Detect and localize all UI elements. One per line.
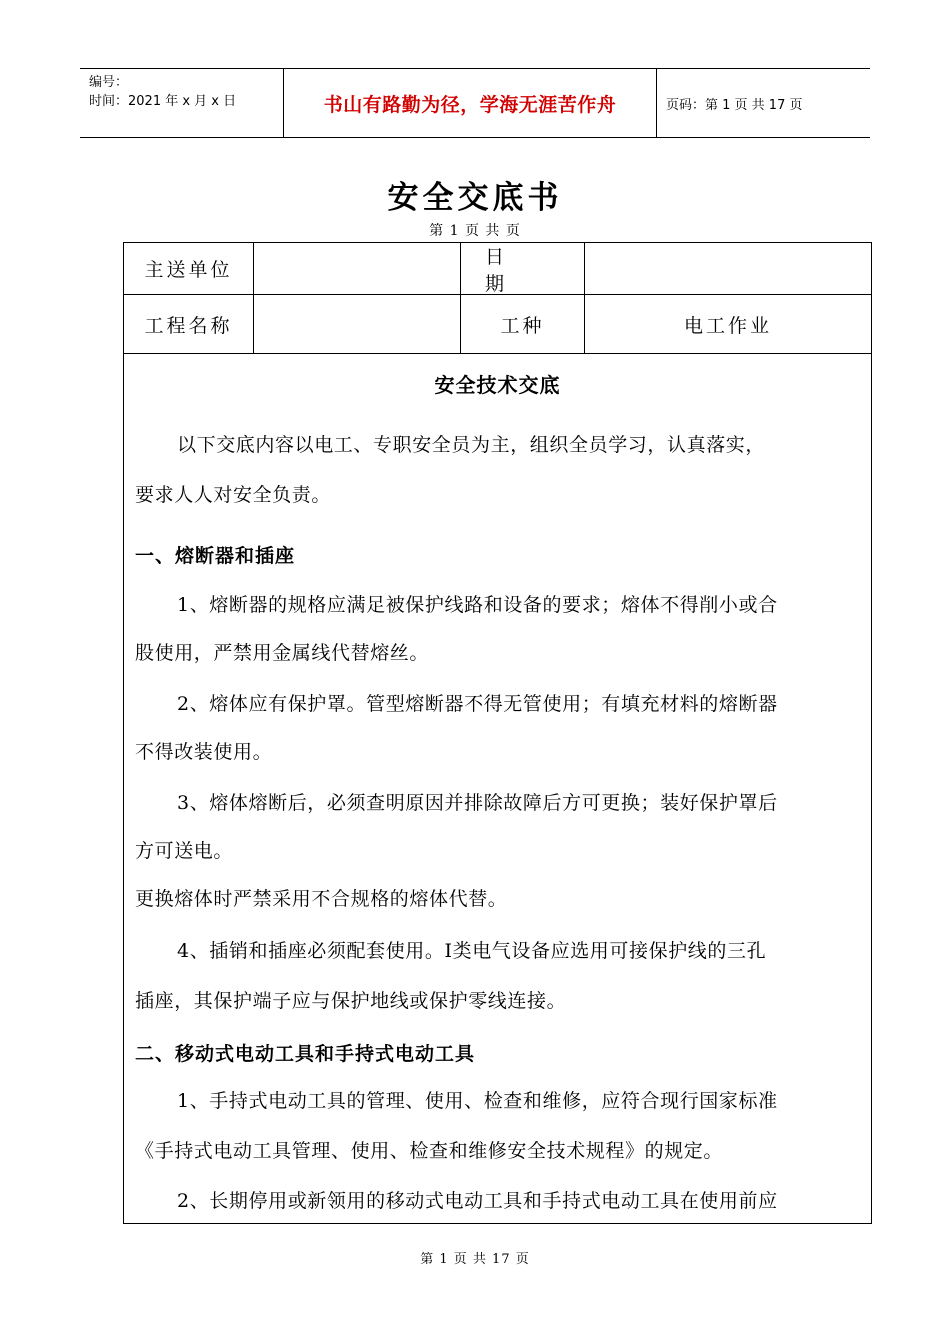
label-date: 日 期 [461, 243, 585, 294]
paragraph-item-cont: 股使用，严禁用金属线代替熔丝。 [135, 642, 430, 664]
paragraph-item-cont: 不得改装使用。 [135, 741, 273, 763]
document-title: 安全交底书 [387, 180, 563, 216]
paragraph-item: 2、长期停用或新领用的移动式电动工具和手持式电动工具在使用前应 [177, 1190, 778, 1212]
value-date [585, 243, 871, 294]
disclosure-table [123, 242, 872, 1224]
paragraph-item: 3、熔体熔断后，必须查明原因并排除故障后方可更换；装好保护罩后 [177, 792, 778, 814]
section-title: 安全技术交底 [434, 373, 561, 397]
value-sender-unit [254, 243, 461, 294]
paragraph-item-cont: 插座，其保护端子应与保护地线或保护零线连接。 [135, 990, 567, 1012]
paragraph-item: 2、熔体应有保护罩。管型熔断器不得无管使用；有填充材料的熔断器 [177, 693, 778, 715]
motto-text: 书山有路勤为径，学海无涯苦作舟 [323, 93, 617, 116]
table-row [124, 243, 871, 295]
value-work-type: 电工作业 [683, 314, 772, 337]
header-meta [80, 69, 283, 137]
paragraph-intro-cont: 要求人人对安全负责。 [135, 484, 332, 506]
paragraph-item: 1、熔断器的规格应满足被保护线路和设备的要求；熔体不得削小或合 [177, 594, 778, 616]
time-label: 时间：2021 年 x 月 x 日 [89, 94, 237, 109]
label-sender-unit: 主送单位 [124, 243, 254, 294]
label-project-name: 工程名称 [124, 295, 254, 353]
heading-fuses-sockets: 一、熔断器和插座 [135, 545, 296, 567]
page-footer: 第 1 页 共 17 页 [420, 1252, 530, 1267]
header-page-info [656, 69, 870, 137]
paragraph-item: 1、手持式电动工具的管理、使用、检查和维修，应符合现行国家标准 [177, 1090, 778, 1112]
paragraph-item-cont: 方可送电。 [135, 840, 234, 862]
paragraph-item-cont: 更换熔体时严禁采用不合规格的熔体代替。 [135, 888, 508, 910]
heading-power-tools: 二、移动式电动工具和手持式电动工具 [135, 1043, 476, 1065]
label-work-type: 工种 [461, 295, 585, 353]
page-header [80, 68, 870, 138]
header-motto [283, 69, 657, 137]
page-info-text: 页码：第 1 页 共 17 页 [666, 97, 803, 113]
number-label: 编号： [89, 75, 129, 90]
paragraph-intro: 以下交底内容以电工、专职安全员为主，组织全员学习，认真落实， [177, 434, 766, 456]
table-row [124, 295, 871, 354]
value-project-name [254, 295, 461, 353]
title-page-number: 第 1 页 共 页 [429, 223, 521, 239]
paragraph-item: 4、插销和插座必须配套使用。Ⅰ类电气设备应选用可接保护线的三孔 [177, 940, 767, 962]
paragraph-item-cont: 《手持式电动工具管理、使用、检查和维修安全技术规程》的规定。 [135, 1140, 724, 1162]
